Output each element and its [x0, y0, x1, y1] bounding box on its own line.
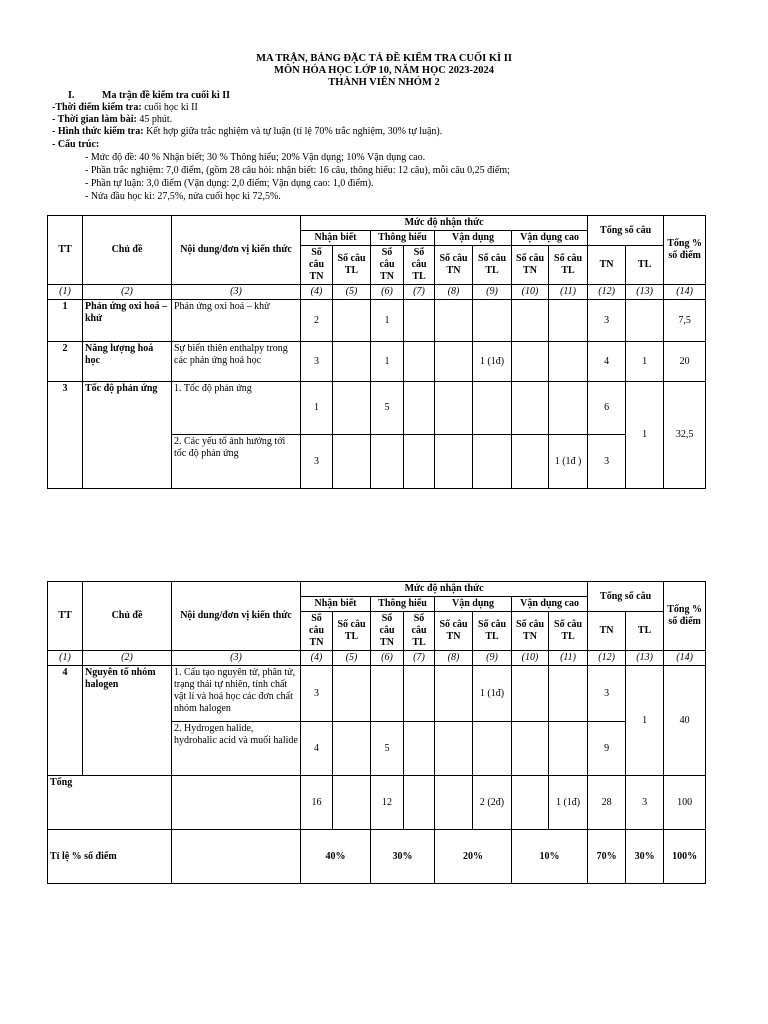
- table-row: [48, 300, 706, 342]
- col-number: (6): [371, 285, 404, 300]
- col-number: (5): [333, 651, 371, 666]
- cell-tn-ratio: 70%: [588, 830, 626, 884]
- cell-nb-tn: 16: [301, 776, 333, 830]
- cell-th-tn: 12: [371, 776, 404, 830]
- cell-th-tl: [404, 382, 435, 435]
- cell-nb-tn: 4: [301, 722, 333, 776]
- col-header-high-application: Vận dụng cao: [512, 597, 588, 612]
- cell-vd-tl: 1 (1đ): [473, 342, 512, 382]
- info-value: cuối học kì II: [141, 102, 198, 113]
- cell-content: Phản ứng oxi hoá – khử: [172, 300, 301, 342]
- col-number: (4): [301, 285, 333, 300]
- col-number: (2): [83, 651, 172, 666]
- info-line-duration: [52, 114, 172, 126]
- cell-vdc-tl: [549, 382, 588, 435]
- cell-vdc-tl: [549, 342, 588, 382]
- cell-tt: 3: [48, 382, 83, 489]
- cell-nb-tn: 3: [301, 666, 333, 722]
- col-number: (5): [333, 285, 371, 300]
- cell-th-ratio: 30%: [371, 830, 435, 884]
- doc-title-3: THÀNH VIÊN NHÓM 2: [328, 77, 440, 88]
- cell-content: 2. Các yếu tố ảnh hưởng tới tốc độ phản ứng: [172, 435, 301, 489]
- info-value: Kết hợp giữa trắc nghiệm và tự luận (tỉ lệ 70% trắc nghiệm, 30% tự luận).: [143, 126, 443, 137]
- cell-vd-tn: [435, 722, 473, 776]
- cell-vd-tl: [473, 382, 512, 435]
- col-header-tl: Số câu TL: [333, 612, 371, 651]
- cell-th-tn: [371, 435, 404, 489]
- info-label: - Cấu trúc:: [52, 139, 100, 150]
- ratio-row: [48, 830, 706, 884]
- info-label: -Thời điểm kiểm tra:: [52, 102, 142, 113]
- col-header-tn: Số câu TN: [301, 612, 333, 651]
- cell-nb-tn: 3: [301, 435, 333, 489]
- info-label: - Thời gian làm bài:: [52, 114, 137, 125]
- col-number: (2): [83, 285, 172, 300]
- col-number: (12): [588, 651, 626, 666]
- col-header-tl: Số câu TL: [549, 246, 588, 285]
- cell-th-tn: [371, 666, 404, 722]
- col-number: (3): [172, 285, 301, 300]
- cell-vdc-tl: [549, 722, 588, 776]
- cell-total-tl: 1: [626, 666, 664, 776]
- cell-content: [172, 776, 301, 830]
- col-header-total-score: Tổng % số điểm: [664, 216, 706, 285]
- col-header-high-application: Vận dụng cao: [512, 231, 588, 246]
- cell-nb-tn: 1: [301, 382, 333, 435]
- cell-vd-tn: [435, 666, 473, 722]
- cell-tt: 4: [48, 666, 83, 776]
- cell-tt: 1: [48, 300, 83, 342]
- col-number: (9): [473, 651, 512, 666]
- cell-topic: Phản ứng oxi hoá – khử: [83, 300, 172, 342]
- col-header-total-tn: TN: [588, 612, 626, 651]
- cell-nb-tl: [333, 382, 371, 435]
- cell-score: 40: [664, 666, 706, 776]
- cell-total-tn: 3: [588, 666, 626, 722]
- total-row: [48, 776, 706, 830]
- cell-score: 20: [664, 342, 706, 382]
- col-header-tl: Số câu TL: [404, 246, 435, 285]
- col-number: (10): [512, 285, 549, 300]
- cell-vd-tl: 1 (1đ): [473, 666, 512, 722]
- cell-total-tl: 1: [626, 382, 664, 489]
- cell-th-tn: 1: [371, 300, 404, 342]
- col-number: (1): [48, 285, 83, 300]
- col-header-tn: Số câu TN: [435, 246, 473, 285]
- cell-th-tl: [404, 300, 435, 342]
- col-header-recognition: Nhận biết: [301, 597, 371, 612]
- structure-item: - Phần tự luận: 3,0 điểm (Vận dụng: 2,0 điểm; Vận dụng cao: 1,0 điểm).: [85, 178, 374, 189]
- cell-total-label: Tổng: [48, 776, 172, 830]
- col-header-understanding: Thông hiểu: [371, 597, 435, 612]
- col-header-topic: Chủ đề: [83, 582, 172, 651]
- cell-total-tl: 1: [626, 342, 664, 382]
- cell-content: 1. Cấu tạo nguyên tử, phân tử, trạng thái tự nhiên, tính chất vật lí và hoá học các đơn chất nhóm halogen: [172, 666, 301, 722]
- col-number: (10): [512, 651, 549, 666]
- col-header-tn: Số câu TN: [435, 612, 473, 651]
- doc-title-1: MA TRẬN, BẢNG ĐẶC TẢ ĐỀ KIỂM TRA CUỐI KÌ II: [256, 53, 512, 64]
- cell-vdc-tn: [512, 300, 549, 342]
- cell-nb-tn: 3: [301, 342, 333, 382]
- table-row: [48, 666, 706, 722]
- col-number: (1): [48, 651, 83, 666]
- cell-nb-tl: [333, 722, 371, 776]
- col-header-tn: Số câu TN: [512, 612, 549, 651]
- col-header-recognition: Nhận biết: [301, 231, 371, 246]
- col-number: (13): [626, 285, 664, 300]
- table-row: [48, 342, 706, 382]
- cell-nb-ratio: 40%: [301, 830, 371, 884]
- section-number: I.: [68, 90, 75, 101]
- col-number: (7): [404, 651, 435, 666]
- cell-total-tl: [626, 300, 664, 342]
- cell-topic: Năng lượng hoá học: [83, 342, 172, 382]
- col-header-total-tl: TL: [626, 246, 664, 285]
- col-number: (9): [473, 285, 512, 300]
- col-header-application: Vận dụng: [435, 597, 512, 612]
- col-number: (3): [172, 651, 301, 666]
- col-header-tn: Số câu TN: [301, 246, 333, 285]
- info-line-format: [52, 126, 442, 138]
- cell-vd-tl: [473, 300, 512, 342]
- col-header-tl: Số câu TL: [549, 612, 588, 651]
- cell-content: [172, 830, 301, 884]
- cell-vd-tl: [473, 435, 512, 489]
- cell-nb-tn: 2: [301, 300, 333, 342]
- cell-vdc-tl: [549, 666, 588, 722]
- table-row: [48, 382, 706, 435]
- cell-th-tl: [404, 435, 435, 489]
- info-value: 45 phút.: [136, 114, 173, 125]
- matrix-table-2: [47, 581, 706, 884]
- matrix-table-1: [47, 215, 706, 489]
- cell-content: 2. Hydrogen halide, hydrohalic acid và muối halide: [172, 722, 301, 776]
- cell-score-ratio: 100%: [664, 830, 706, 884]
- section-title: Ma trận đề kiểm tra cuối kì II: [102, 90, 231, 101]
- cell-score: 32,5: [664, 382, 706, 489]
- cell-vd-ratio: 20%: [435, 830, 512, 884]
- structure-item: - Mức độ đề: 40 % Nhận biết; 30 % Thông hiểu; 20% Vận dụng; 10% Vận dụng cao.: [85, 152, 426, 163]
- col-number: (6): [371, 651, 404, 666]
- col-header-cognitive-level: Mức độ nhận thức: [301, 216, 588, 231]
- cell-th-tl: [404, 776, 435, 830]
- cell-total-tn: 3: [588, 435, 626, 489]
- col-header-total-questions: Tổng số câu: [588, 582, 664, 612]
- cell-vdc-tn: [512, 435, 549, 489]
- col-header-tl: Số câu TL: [404, 612, 435, 651]
- doc-title-2: MÔN HÓA HỌC LỚP 10, NĂM HỌC 2023-2024: [274, 65, 494, 76]
- structure-item: - Phần trắc nghiệm: 7,0 điểm, (gồm 28 câu hỏi: nhận biết: 16 câu, thông hiểu: 12 câu), mỗi câu 0,25 điểm;: [85, 165, 510, 176]
- col-header-tl: Số câu TL: [473, 246, 512, 285]
- col-number: (8): [435, 651, 473, 666]
- info-line-time-point: [52, 102, 198, 114]
- col-header-tn: Số câu TN: [371, 612, 404, 651]
- col-header-tt: TT: [48, 582, 83, 651]
- cell-topic: Tốc độ phản ứng: [83, 382, 172, 489]
- col-header-tn: Số câu TN: [512, 246, 549, 285]
- col-header-total-questions: Tổng số câu: [588, 216, 664, 246]
- cell-tl-ratio: 30%: [626, 830, 664, 884]
- col-number: (14): [664, 285, 706, 300]
- cell-nb-tl: [333, 435, 371, 489]
- cell-vd-tn: [435, 776, 473, 830]
- cell-vdc-tl: 1 (1đ ): [549, 435, 588, 489]
- cell-vdc-tl: [549, 300, 588, 342]
- col-header-tn: Số câu TN: [371, 246, 404, 285]
- col-number: (8): [435, 285, 473, 300]
- cell-content: Sự biến thiên enthalpy trong các phản ứng hoá học: [172, 342, 301, 382]
- col-header-total-tl: TL: [626, 612, 664, 651]
- cell-total-tn: 6: [588, 382, 626, 435]
- col-number: (7): [404, 285, 435, 300]
- col-header-understanding: Thông hiểu: [371, 231, 435, 246]
- cell-th-tn: 5: [371, 722, 404, 776]
- col-header-tl: Số câu TL: [473, 612, 512, 651]
- cell-tt: 2: [48, 342, 83, 382]
- cell-total-tn: 28: [588, 776, 626, 830]
- cell-vdc-tn: [512, 382, 549, 435]
- cell-total-tn: 4: [588, 342, 626, 382]
- info-line-structure: [52, 139, 99, 151]
- cell-vd-tn: [435, 300, 473, 342]
- col-header-tl: Số câu TL: [333, 246, 371, 285]
- cell-nb-tl: [333, 342, 371, 382]
- cell-vdc-ratio: 10%: [512, 830, 588, 884]
- cell-vdc-tl: 1 (1đ): [549, 776, 588, 830]
- cell-th-tn: 1: [371, 342, 404, 382]
- col-header-application: Vận dụng: [435, 231, 512, 246]
- cell-total-tl: 3: [626, 776, 664, 830]
- cell-vd-tl: 2 (2đ): [473, 776, 512, 830]
- cell-th-tl: [404, 666, 435, 722]
- col-header-cognitive-level: Mức độ nhận thức: [301, 582, 588, 597]
- col-header-topic: Chủ đề: [83, 216, 172, 285]
- cell-vd-tl: [473, 722, 512, 776]
- cell-nb-tl: [333, 666, 371, 722]
- col-number: (11): [549, 651, 588, 666]
- cell-topic: Nguyên tố nhóm halogen: [83, 666, 172, 776]
- col-number: (14): [664, 651, 706, 666]
- cell-vd-tn: [435, 342, 473, 382]
- cell-vdc-tn: [512, 342, 549, 382]
- cell-score: 100: [664, 776, 706, 830]
- col-header-total-tn: TN: [588, 246, 626, 285]
- cell-vdc-tn: [512, 722, 549, 776]
- cell-total-tn: 9: [588, 722, 626, 776]
- cell-vdc-tn: [512, 666, 549, 722]
- structure-item: - Nửa đầu học kì: 27,5%, nửa cuối học kì 72,5%.: [85, 191, 281, 202]
- cell-nb-tl: [333, 776, 371, 830]
- cell-score: 7,5: [664, 300, 706, 342]
- col-number: (4): [301, 651, 333, 666]
- cell-total-tn: 3: [588, 300, 626, 342]
- info-label: - Hình thức kiểm tra:: [52, 126, 144, 137]
- cell-vdc-tn: [512, 776, 549, 830]
- col-header-content: Nội dung/đơn vị kiến thức: [172, 582, 301, 651]
- col-number: (13): [626, 651, 664, 666]
- cell-ratio-label: Tỉ lệ % số điểm: [48, 830, 172, 884]
- col-number: (12): [588, 285, 626, 300]
- col-header-tt: TT: [48, 216, 83, 285]
- cell-nb-tl: [333, 300, 371, 342]
- cell-th-tl: [404, 722, 435, 776]
- cell-content: 1. Tốc độ phản ứng: [172, 382, 301, 435]
- col-header-total-score: Tổng % số điểm: [664, 582, 706, 651]
- col-header-content: Nội dung/đơn vị kiến thức: [172, 216, 301, 285]
- cell-th-tn: 5: [371, 382, 404, 435]
- cell-vd-tn: [435, 435, 473, 489]
- cell-vd-tn: [435, 382, 473, 435]
- cell-th-tl: [404, 342, 435, 382]
- col-number: (11): [549, 285, 588, 300]
